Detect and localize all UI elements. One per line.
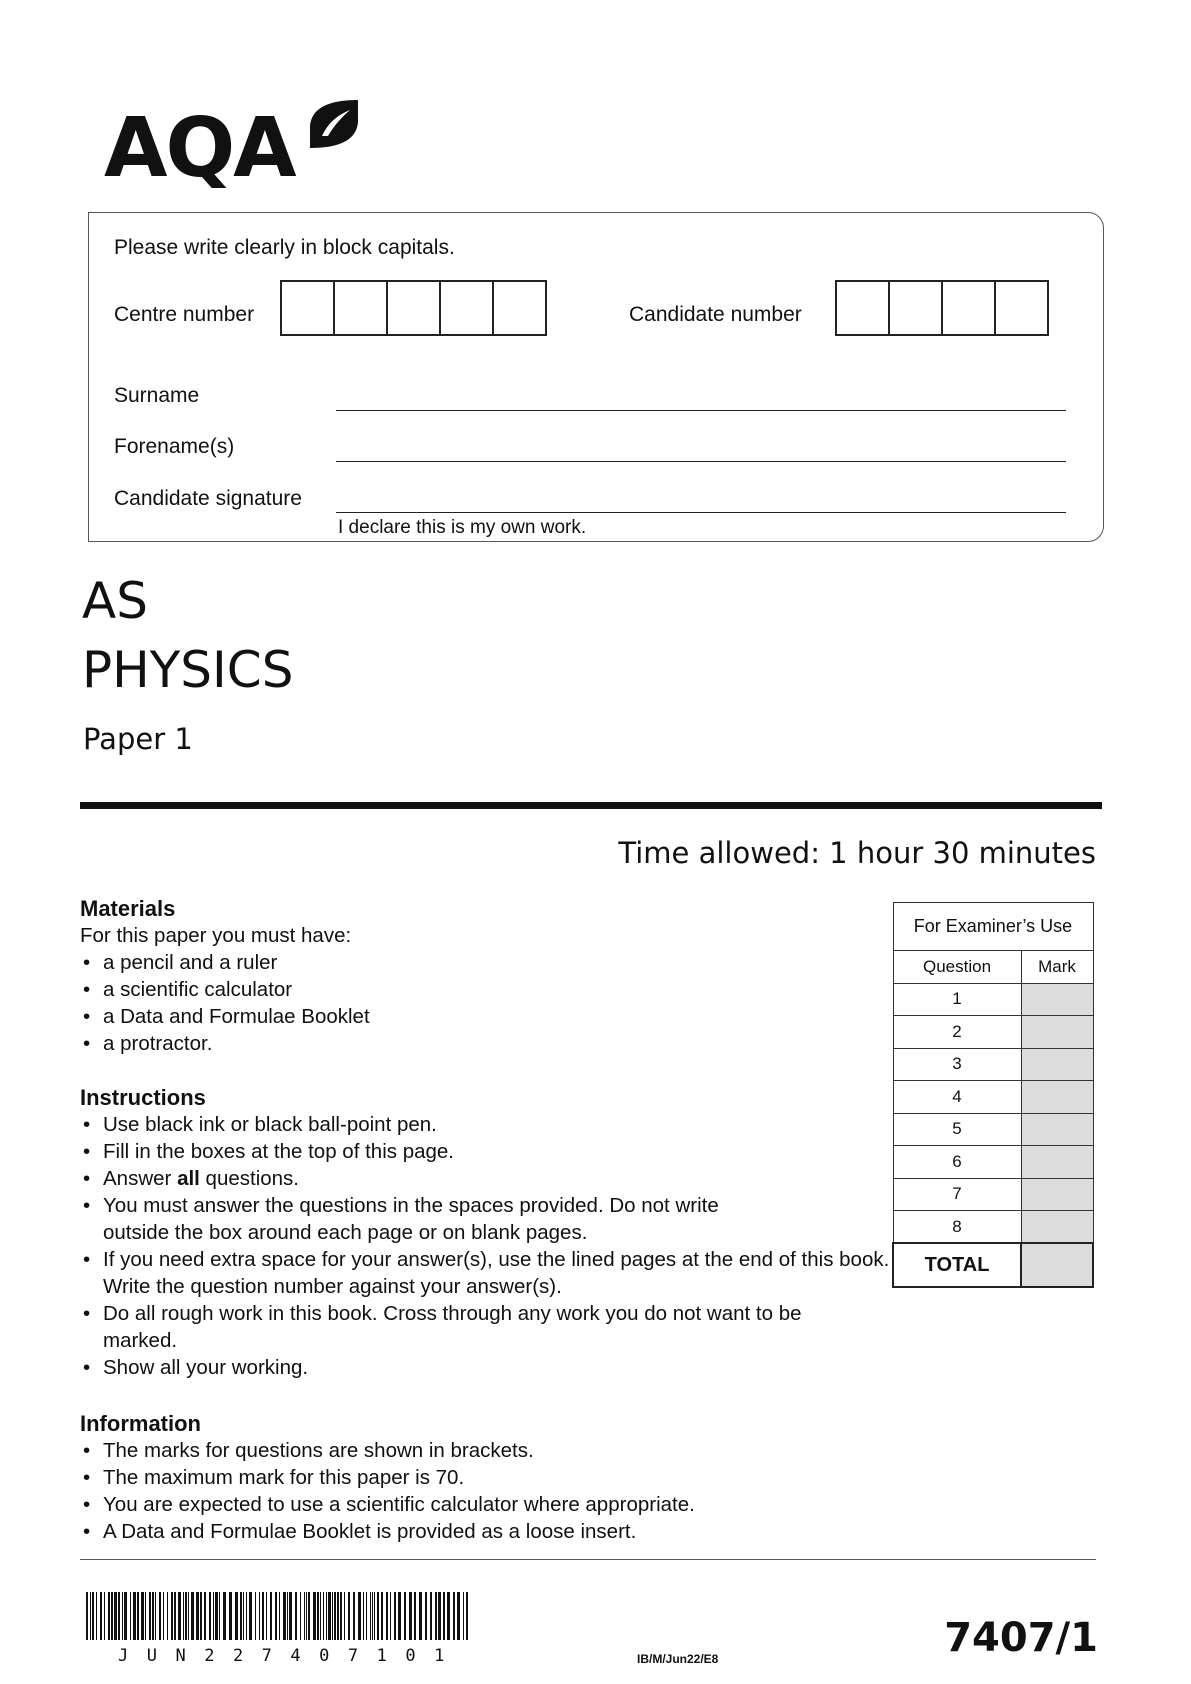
barcode-bar [414, 1592, 416, 1640]
question-number: 1 [893, 983, 1021, 1016]
surname-label: Surname [114, 384, 200, 407]
candidate-number-digit-box[interactable] [994, 280, 1049, 336]
barcode-bar [323, 1592, 324, 1640]
materials-section [80, 896, 870, 1057]
barcode-bar [152, 1592, 154, 1640]
barcode-bar [171, 1592, 173, 1640]
barcode-bar [390, 1592, 391, 1640]
barcode-bar [300, 1592, 301, 1640]
barcode-bar [255, 1592, 256, 1640]
barcode-bar [174, 1592, 176, 1640]
barcode-bar [340, 1592, 342, 1640]
centre-number-digit-box[interactable] [280, 280, 335, 336]
barcode-bar [435, 1592, 437, 1640]
barcode-bar [306, 1592, 307, 1640]
barcode-bar [196, 1592, 199, 1640]
list-item: • a pencil and a ruler [80, 949, 870, 976]
centre-number-digit-box[interactable] [439, 280, 494, 336]
forename-label: Forename(s) [114, 435, 235, 458]
barcode-image [86, 1592, 470, 1640]
barcode-bar [425, 1592, 427, 1640]
barcode-bar [262, 1592, 264, 1640]
barcode-bar [191, 1592, 194, 1640]
mark-cell [1021, 1178, 1093, 1211]
question-number: 4 [893, 1081, 1021, 1114]
list-item: • The maximum mark for this paper is 70. [80, 1464, 870, 1491]
barcode-bar [313, 1592, 316, 1640]
list-item: • The marks for questions are shown in brackets. [80, 1437, 870, 1464]
instructions-list [80, 1111, 890, 1381]
mark-cell [1021, 1081, 1093, 1114]
list-item: • You must answer the questions in the spaces provided. Do not write outside the box around each page or on blank pages. [80, 1192, 783, 1246]
barcode-bar [374, 1592, 375, 1640]
question-number: 2 [893, 1016, 1021, 1049]
barcode-bar [124, 1592, 127, 1640]
barcode-bar [163, 1592, 164, 1640]
barcode-bar [438, 1592, 441, 1640]
barcode-bar [100, 1592, 102, 1640]
mark-column-header: Mark [1021, 951, 1093, 984]
information-list [80, 1437, 870, 1545]
paper-code: 7407/1 [944, 1615, 1098, 1661]
mark-cell [1021, 1146, 1093, 1179]
barcode-bar [366, 1592, 367, 1640]
barcode-bar [137, 1592, 139, 1640]
list-item: • a Data and Formulae Booklet [80, 1003, 870, 1030]
barcode-bar [270, 1592, 272, 1640]
barcode-bar [133, 1592, 136, 1640]
barcode-bar [386, 1592, 388, 1640]
barcode-bar [372, 1592, 373, 1640]
qualification-level: AS [82, 572, 148, 630]
centre-number-label: Centre number [114, 303, 255, 326]
barcode-bar [215, 1592, 218, 1640]
paper-number: Paper 1 [83, 722, 193, 756]
barcode-bar [155, 1592, 156, 1640]
centre-number-boxes[interactable] [280, 280, 545, 336]
barcode-bar [219, 1592, 220, 1640]
instructions-section [80, 1085, 890, 1381]
declaration-text: I declare this is my own work. [338, 517, 587, 538]
barcode-bar [213, 1592, 214, 1640]
barcode-bar [111, 1592, 113, 1640]
divider-thick [80, 802, 1102, 809]
materials-list [80, 949, 870, 1057]
barcode-bar [332, 1592, 333, 1640]
list-item: • Show all your working. [80, 1354, 870, 1381]
barcode-bar [443, 1592, 445, 1640]
list-item: • Do all rough work in this book. Cross through any work you do not want to be marked. [80, 1300, 823, 1354]
aqa-leaf-icon [306, 96, 362, 152]
examiner-use-table [892, 902, 1094, 1288]
subject-title: PHYSICS [82, 641, 294, 699]
barcode-bar [326, 1592, 327, 1640]
question-number: 5 [893, 1113, 1021, 1146]
barcode-bar [246, 1592, 247, 1640]
instructions-heading: Instructions [80, 1085, 206, 1110]
aqa-logo: AQA [104, 101, 295, 196]
barcode-bar [141, 1592, 144, 1640]
candidate-number-label: Candidate number [629, 303, 802, 326]
barcode-bar [308, 1592, 310, 1640]
barcode-bar [229, 1592, 232, 1640]
mark-cell [1021, 983, 1093, 1016]
barcode-bar [463, 1592, 464, 1640]
barcode-bar [235, 1592, 238, 1640]
barcode-bar [377, 1592, 379, 1640]
barcode-bar [108, 1592, 110, 1640]
divider-thin [80, 1559, 1096, 1560]
candidate-number-digit-box[interactable] [888, 280, 943, 336]
barcode-bar [185, 1592, 187, 1640]
barcode-bar [188, 1592, 189, 1640]
signature-line[interactable] [336, 512, 1066, 513]
list-item: • Use black ink or black ball-point pen. [80, 1111, 870, 1138]
candidate-number-boxes[interactable] [835, 280, 1047, 336]
candidate-number-digit-box[interactable] [835, 280, 890, 336]
centre-number-digit-box[interactable] [386, 280, 441, 336]
barcode-bar [279, 1592, 280, 1640]
centre-number-digit-box[interactable] [492, 280, 547, 336]
barcode-bar [409, 1592, 412, 1640]
barcode-bar [419, 1592, 422, 1640]
barcode-bar [104, 1592, 105, 1640]
mark-cell [1021, 1048, 1093, 1081]
barcode-bar [118, 1592, 120, 1640]
barcode-bar [334, 1592, 336, 1640]
total-mark-cell [1021, 1243, 1093, 1287]
barcode-bar [159, 1592, 161, 1640]
barcode-bar [283, 1592, 286, 1640]
barcode-bar [240, 1592, 242, 1640]
barcode-bar [289, 1592, 292, 1640]
barcode-bar [92, 1592, 94, 1640]
candidate-number-digit-box[interactable] [941, 280, 996, 336]
barcode-bar [223, 1592, 226, 1640]
barcode-bar [363, 1592, 364, 1640]
barcode-bar [167, 1592, 168, 1640]
list-item: • Answer all questions. [80, 1165, 870, 1192]
barcode-bar [130, 1592, 131, 1640]
materials-heading: Materials [80, 896, 176, 921]
barcode-bar [394, 1592, 396, 1640]
barcode-bar [337, 1592, 339, 1640]
barcode-bar [447, 1592, 450, 1640]
mark-cell [1021, 1016, 1093, 1049]
barcode-bar [295, 1592, 297, 1640]
barcode-bar [149, 1592, 151, 1640]
list-item: • If you need extra space for your answer(s), use the lined pages at the end of this book. Write the question number against your answer(s). [80, 1246, 893, 1300]
barcode-bar [398, 1592, 401, 1640]
barcode-bar [259, 1592, 260, 1640]
barcode-bar [96, 1592, 97, 1640]
list-item: • You are expected to use a scientific calculator where appropriate. [80, 1491, 870, 1518]
materials-intro: For this paper you must have: [80, 924, 352, 947]
barcode-bar [204, 1592, 206, 1640]
barcode-bar [145, 1592, 146, 1640]
signature-label: Candidate signature [114, 487, 302, 510]
barcode-bar [122, 1592, 123, 1640]
centre-number-digit-box[interactable] [333, 280, 388, 336]
document-reference: IB/M/Jun22/E8 [637, 1652, 719, 1666]
surname-line[interactable] [336, 410, 1066, 411]
barcode-bar [183, 1592, 184, 1640]
block-capitals-instruction: Please write clearly in block capitals. [114, 236, 455, 259]
barcode-bar [328, 1592, 331, 1640]
barcode-bar [453, 1592, 455, 1640]
barcode-text: JUN227407101 [118, 1646, 463, 1666]
list-item: • Fill in the boxes at the top of this page. [80, 1138, 870, 1165]
forename-line[interactable] [336, 461, 1066, 462]
barcode-bar [266, 1592, 267, 1640]
question-number: 6 [893, 1146, 1021, 1179]
barcode-bar [466, 1592, 468, 1640]
question-column-header: Question [893, 951, 1021, 984]
question-number: 3 [893, 1048, 1021, 1081]
list-item: • A Data and Formulae Booklet is provided as a loose insert. [80, 1518, 870, 1545]
information-section [80, 1411, 870, 1545]
examiner-use-title: For Examiner’s Use [893, 903, 1093, 951]
question-number: 8 [893, 1211, 1021, 1244]
barcode-bar [275, 1592, 277, 1640]
barcode-bar [90, 1592, 91, 1640]
barcode-bar [114, 1592, 117, 1640]
barcode-bar [344, 1592, 345, 1640]
barcode-bar [381, 1592, 383, 1640]
barcode-bar [178, 1592, 181, 1640]
barcode-bar [348, 1592, 350, 1640]
total-label: TOTAL [893, 1243, 1021, 1287]
information-heading: Information [80, 1411, 201, 1436]
barcode-bar [370, 1592, 371, 1640]
barcode-bar [304, 1592, 305, 1640]
barcode-bar [353, 1592, 355, 1640]
mark-cell [1021, 1211, 1093, 1244]
list-item: • a scientific calculator [80, 976, 870, 1003]
barcode-bar [430, 1592, 432, 1640]
barcode-bar [243, 1592, 244, 1640]
list-item: • a protractor. [80, 1030, 870, 1057]
barcode-bar [457, 1592, 460, 1640]
barcode-bar [287, 1592, 288, 1640]
mark-cell [1021, 1113, 1093, 1146]
barcode-bar [320, 1592, 321, 1640]
barcode-bar [404, 1592, 406, 1640]
barcode-bar [200, 1592, 202, 1640]
barcode-bar [358, 1592, 361, 1640]
barcode-bar [317, 1592, 319, 1640]
barcode-bar [86, 1592, 88, 1640]
time-allowed: Time allowed: 1 hour 30 minutes [618, 836, 1096, 870]
barcode-bar [249, 1592, 252, 1640]
question-number: 7 [893, 1178, 1021, 1211]
barcode-bar [209, 1592, 211, 1640]
